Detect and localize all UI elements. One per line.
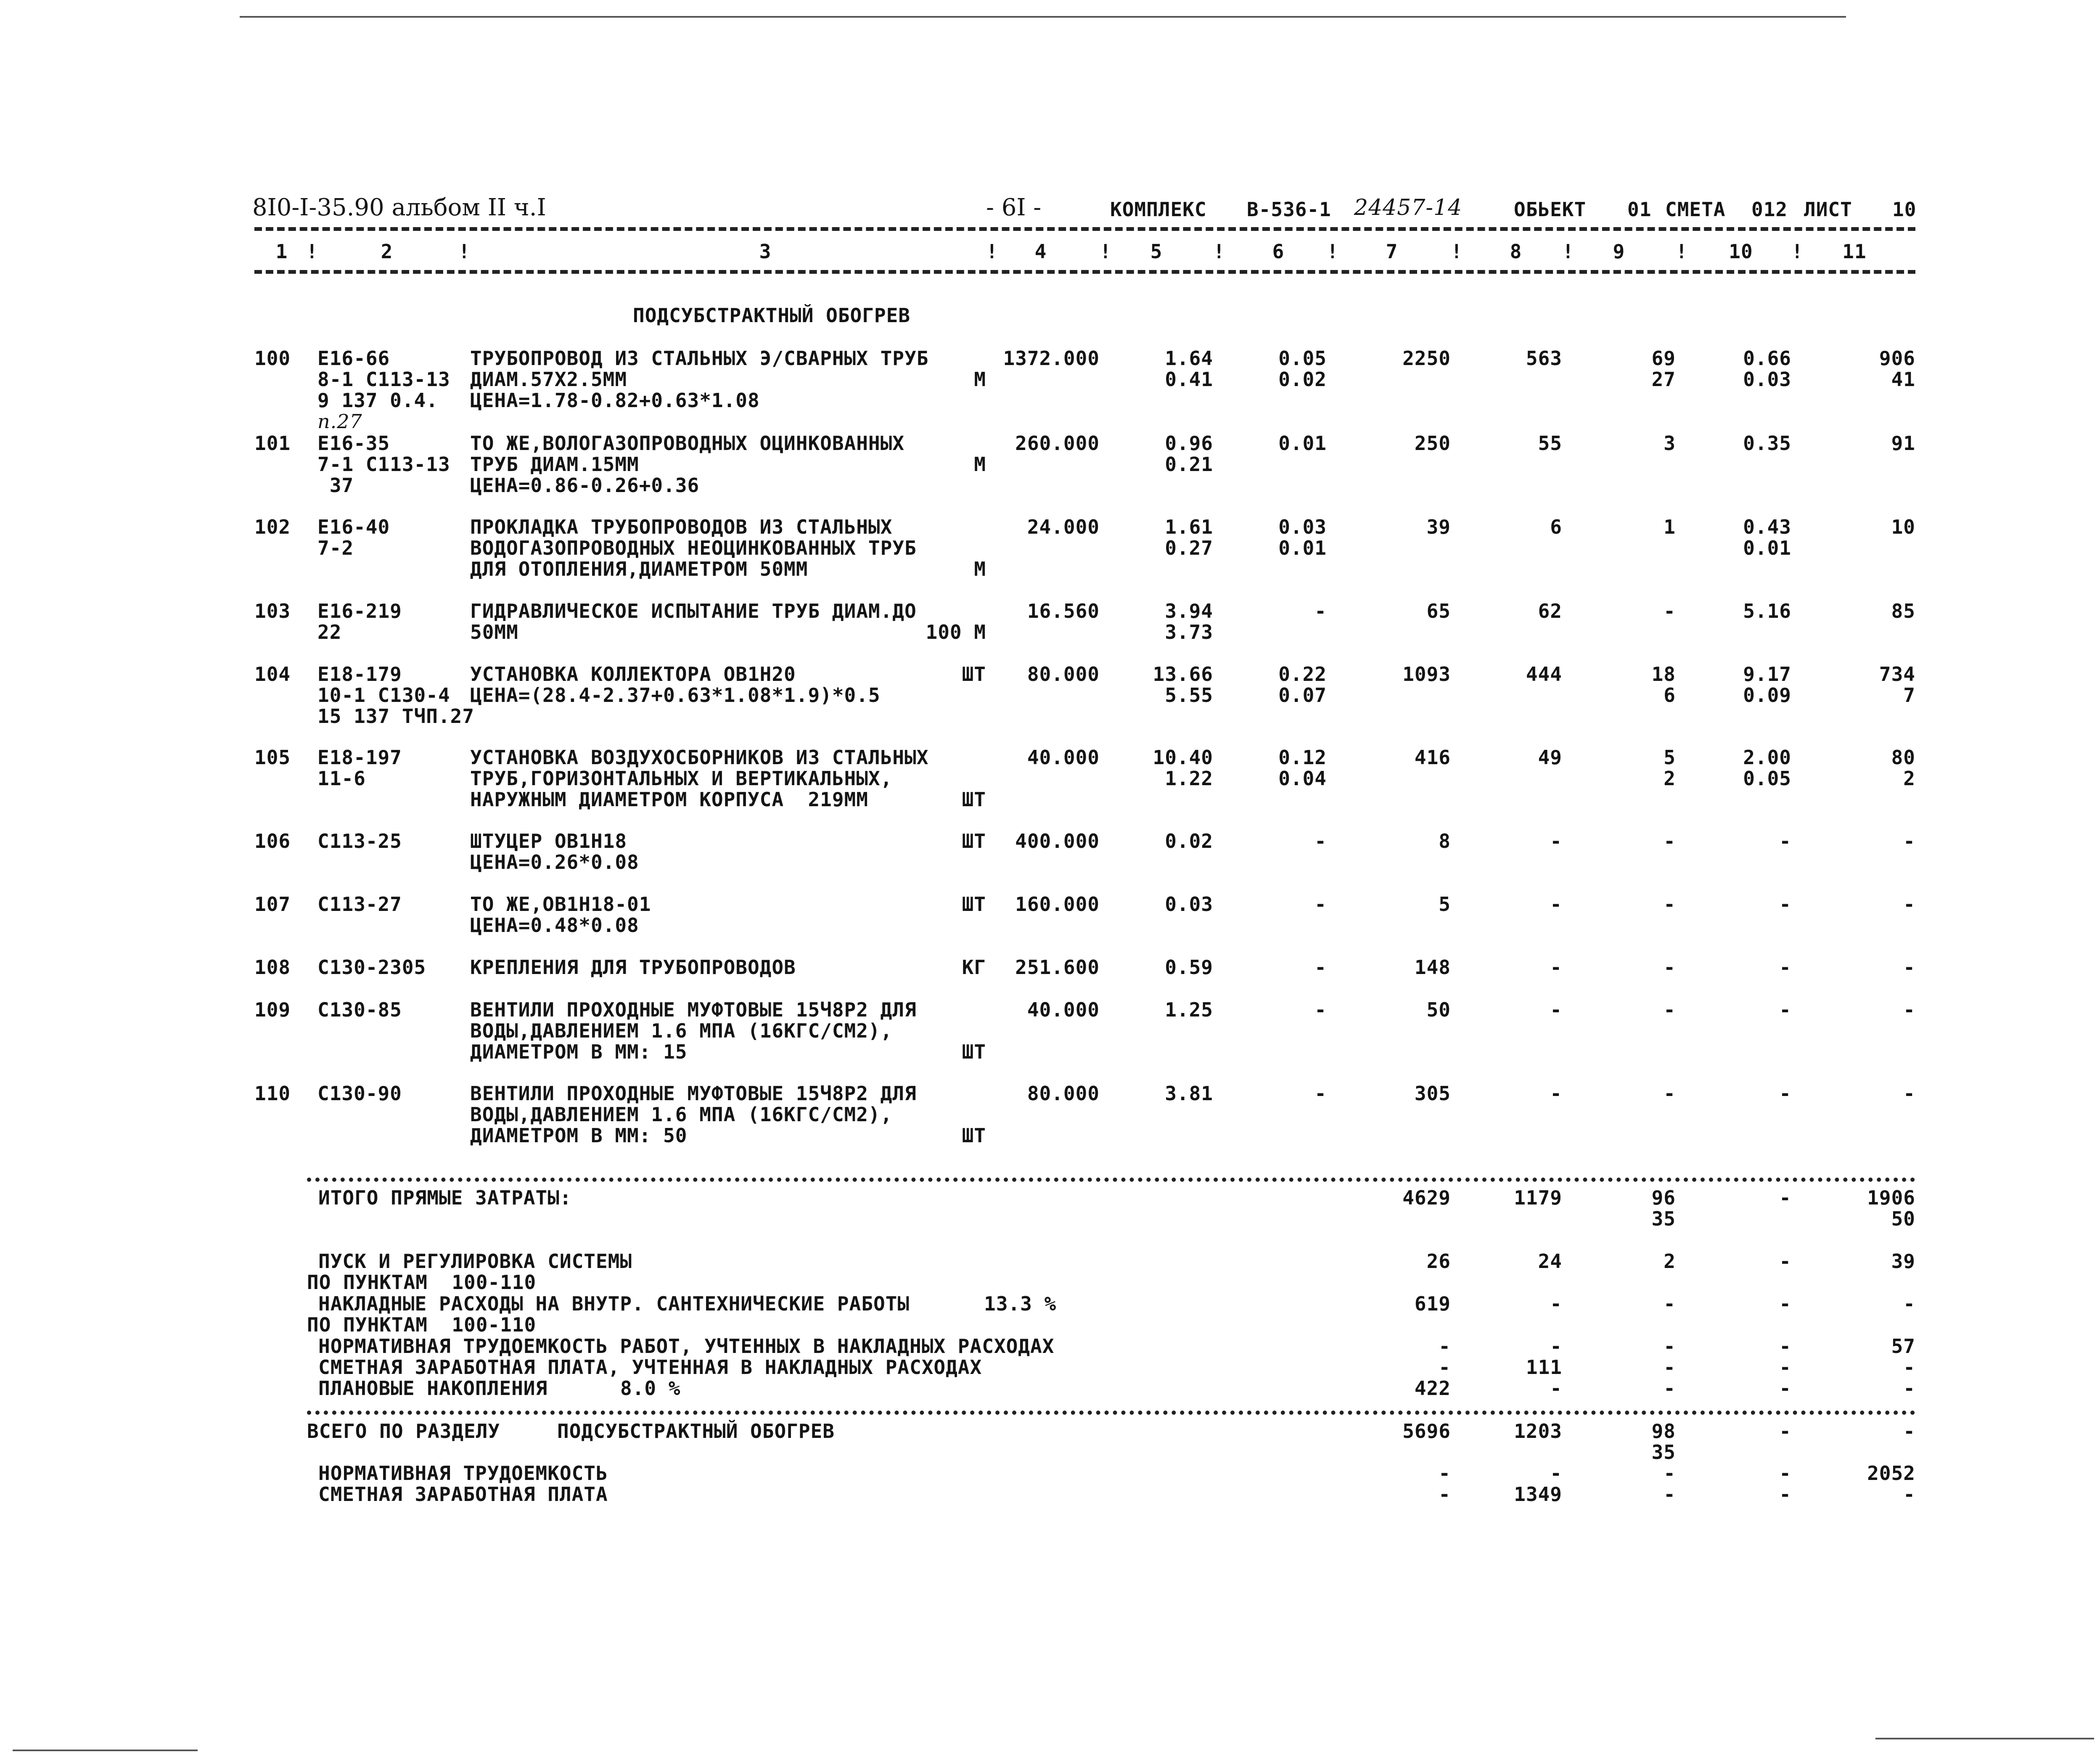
footer-col-9: - (1664, 1462, 1676, 1485)
cell-col-5: 0.03 (1165, 893, 1213, 916)
row-description: УСТАНОВКА КОЛЛЕКТОРА ОВ1Н20 (470, 663, 796, 686)
cell-col-6: 0.02 (1278, 368, 1327, 391)
summary-col-8: - (1550, 1292, 1562, 1315)
cell-col-6: 0.07 (1278, 684, 1327, 707)
cell-col-5: 0.96 (1165, 432, 1213, 455)
summary-label: ПЛАНОВЫЕ НАКОПЛЕНИЯ (318, 1377, 548, 1400)
row-unit: ШТ (962, 788, 986, 811)
cell-col-6: - (1314, 956, 1327, 979)
cell-col-9: 27 (1651, 368, 1676, 391)
row-number: 101 (254, 432, 291, 455)
column-separator: ! (1213, 240, 1225, 263)
column-number: 2 (381, 240, 393, 263)
cell-col-7: 65 (1426, 600, 1451, 622)
cell-col-6: 0.03 (1278, 516, 1327, 538)
cell-col-9: - (1664, 956, 1676, 979)
cell-col-6: - (1314, 998, 1327, 1021)
cell-col-10: 0.09 (1743, 684, 1791, 707)
total-col-11: - (1903, 1420, 1915, 1443)
cell-col-5: 3.81 (1165, 1082, 1213, 1105)
row-description: ДИАМЕТРОМ В ММ: 50 (470, 1124, 688, 1147)
row-description: ТО ЖЕ,ОВ1Н18-01 (470, 893, 651, 916)
sheet-number: 10 (1892, 198, 1917, 221)
summary-col-9: 96 (1651, 1186, 1676, 1209)
cell-col-8: - (1550, 893, 1562, 916)
row-unit: ШТ (962, 893, 986, 916)
header-rule-top (254, 227, 1915, 231)
row-number: 108 (254, 956, 291, 979)
cell-col-10: - (1779, 956, 1791, 979)
row-description: ДЛЯ ОТОПЛЕНИЯ,ДИАМЕТРОМ 50ММ (470, 558, 808, 580)
row-description: ЦЕНА=0.86-0.26+0.36 (470, 474, 700, 497)
row-description: ЦЕНА=(28.4-2.37+0.63*1.08*1.9)*0.5 (470, 684, 881, 707)
cell-col-5: 5.55 (1165, 684, 1213, 707)
summary-col-8: - (1550, 1377, 1562, 1400)
cell-col-6: 0.01 (1278, 432, 1327, 455)
cell-col-8: 55 (1538, 432, 1562, 455)
column-separator: ! (1451, 240, 1463, 263)
row-quantity: 16.560 (1027, 600, 1100, 622)
column-number: 10 (1729, 240, 1753, 263)
column-number: 8 (1510, 240, 1522, 263)
cell-col-5: 3.73 (1165, 621, 1213, 643)
cell-col-5: 0.59 (1165, 956, 1213, 979)
cell-col-9: 3 (1664, 432, 1676, 455)
cell-col-6: 0.05 (1278, 347, 1327, 370)
summary-col-11: 50 (1891, 1207, 1915, 1230)
handwritten-code: 24457-14 (1354, 195, 1463, 220)
summary-col-8: 1179 (1514, 1186, 1562, 1209)
cell-col-8: - (1550, 830, 1562, 852)
column-separator: ! (1791, 240, 1804, 263)
footer-label: НОРМАТИВНАЯ ТРУДОЕМКОСТЬ (318, 1462, 608, 1485)
row-code: Е18-179 (317, 663, 402, 686)
cell-col-10: 0.03 (1743, 368, 1791, 391)
footer-col-9: - (1664, 1483, 1676, 1506)
row-quantity: 24.000 (1027, 516, 1100, 538)
row-code: С130-2305 (317, 956, 426, 979)
footer-col-10: - (1779, 1483, 1791, 1506)
row-description: ТРУБ ДИАМ.15ММ (470, 453, 639, 476)
column-separator: ! (986, 240, 998, 263)
column-separator: ! (306, 240, 318, 263)
row-code: 7-1 С113-13 (317, 453, 450, 476)
row-quantity: 260.000 (1015, 432, 1100, 455)
column-number: 4 (1034, 240, 1047, 263)
row-unit: ШТ (962, 1040, 986, 1063)
footer-col-8: - (1550, 1462, 1562, 1485)
total-separator (307, 1411, 1915, 1415)
column-separator: ! (1562, 240, 1574, 263)
row-code: С113-25 (317, 830, 402, 852)
footer-col-11: 2052 (1867, 1462, 1915, 1485)
summary-sublabel: ПО ПУНКТАМ 100-110 (307, 1271, 537, 1294)
row-unit: КГ (962, 956, 986, 979)
total-col-9: 35 (1651, 1441, 1676, 1464)
summary-col-9: - (1664, 1377, 1676, 1400)
cell-col-5: 10.40 (1153, 746, 1213, 769)
cell-col-7: 148 (1414, 956, 1451, 979)
cell-col-11: - (1903, 893, 1915, 916)
total-col-9: 98 (1651, 1420, 1676, 1443)
summary-col-9: 2 (1664, 1250, 1676, 1273)
cell-col-5: 3.94 (1165, 600, 1213, 622)
row-description: ВОДЫ,ДАВЛЕНИЕМ 1.6 МПА (16КГС/СМ2), (470, 1103, 893, 1126)
row-description: КРЕПЛЕНИЯ ДЛЯ ТРУБОПРОВОДОВ (470, 956, 796, 979)
row-quantity: 80.000 (1027, 1082, 1100, 1105)
cell-col-10: 0.01 (1743, 537, 1791, 559)
total-col-10: - (1779, 1420, 1791, 1443)
row-code: 11-6 (317, 767, 366, 790)
row-description: ЦЕНА=1.78-0.82+0.63*1.08 (470, 389, 760, 412)
column-number: 9 (1613, 240, 1625, 263)
summary-col-11: 57 (1891, 1335, 1915, 1358)
row-description: ТО ЖЕ,ВОЛОГАЗОПРОВОДНЫХ ОЦИНКОВАННЫХ (470, 432, 905, 455)
row-description: ГИДРАВЛИЧЕСКОЕ ИСПЫТАНИЕ ТРУБ ДИАМ.ДО (470, 600, 917, 622)
cell-col-10: 0.43 (1743, 516, 1791, 538)
header-rule-bottom (254, 270, 1915, 274)
column-number: 11 (1842, 240, 1867, 263)
cell-col-9: 5 (1664, 746, 1676, 769)
summary-col-11: 1906 (1867, 1186, 1915, 1209)
column-separator: ! (1676, 240, 1688, 263)
row-unit: М (974, 558, 986, 580)
cell-col-5: 13.66 (1153, 663, 1213, 686)
cell-col-7: 2250 (1402, 347, 1451, 370)
row-code: 22 (317, 621, 342, 643)
row-quantity: 160.000 (1015, 893, 1100, 916)
summary-col-8: 24 (1538, 1250, 1562, 1273)
cell-col-7: 305 (1414, 1082, 1451, 1105)
cell-col-8: - (1550, 1082, 1562, 1105)
cell-col-5: 1.25 (1165, 998, 1213, 1021)
summary-col-10: - (1779, 1250, 1791, 1273)
cell-col-8: 49 (1538, 746, 1562, 769)
complex-label: КОМПЛЕКС (1110, 198, 1207, 221)
row-number: 107 (254, 893, 291, 916)
row-description: ВОДЫ,ДАВЛЕНИЕМ 1.6 МПА (16КГС/СМ2), (470, 1019, 893, 1042)
row-quantity: 40.000 (1027, 746, 1100, 769)
summary-col-11: 39 (1891, 1250, 1915, 1273)
cell-col-11: 10 (1891, 516, 1915, 538)
summary-label: ПУСК И РЕГУЛИРОВКА СИСТЕМЫ (318, 1250, 632, 1273)
summary-col-11: - (1903, 1356, 1915, 1379)
row-unit: ШТ (962, 830, 986, 852)
object-number: 01 (1627, 198, 1652, 221)
row-unit: ШТ (962, 1124, 986, 1147)
footer-col-7: - (1439, 1462, 1451, 1485)
cell-col-5: 0.02 (1165, 830, 1213, 852)
document-reference: 8I0-I-35.90 альбом II ч.I (252, 194, 546, 221)
row-number: 100 (254, 347, 291, 370)
total-title: ПОДСУБСТРАКТНЫЙ ОБОГРЕВ (557, 1420, 835, 1443)
summary-col-7: 422 (1414, 1377, 1451, 1400)
summary-col-10: - (1779, 1186, 1791, 1209)
row-number: 105 (254, 746, 291, 769)
cell-col-9: 1 (1664, 516, 1676, 538)
cell-col-5: 1.22 (1165, 767, 1213, 790)
total-label: ВСЕГО ПО РАЗДЕЛУ (307, 1420, 500, 1443)
summary-col-11: - (1903, 1377, 1915, 1400)
row-quantity: 40.000 (1027, 998, 1100, 1021)
summary-label: СМЕТНАЯ ЗАРАБОТНАЯ ПЛАТА, УЧТЕННАЯ В НАКЛАДНЫХ РАСХОДАХ (318, 1356, 982, 1379)
cell-col-11: 7 (1903, 684, 1915, 707)
footer-col-10: - (1779, 1462, 1791, 1485)
row-unit: М (974, 368, 986, 391)
cell-col-7: 1093 (1402, 663, 1451, 686)
summary-percent: 13.3 % (984, 1292, 1057, 1315)
summary-col-9: - (1664, 1356, 1676, 1379)
row-quantity: 1372.000 (1003, 347, 1100, 370)
row-code: 7-2 (317, 537, 354, 559)
summary-sublabel: ПО ПУНКТАМ 100-110 (307, 1313, 537, 1336)
row-code: 37 (317, 474, 354, 497)
smeta-number: 012 (1751, 198, 1788, 221)
cell-col-7: 250 (1414, 432, 1451, 455)
sheet-label: ЛИСТ (1804, 198, 1852, 221)
row-description: ТРУБОПРОВОД ИЗ СТАЛЬНЫХ Э/СВАРНЫХ ТРУБ (470, 347, 929, 370)
row-code: Е16-35 (317, 432, 390, 455)
cell-col-11: 906 (1879, 347, 1915, 370)
row-code: С130-90 (317, 1082, 402, 1105)
cell-col-6: 0.12 (1278, 746, 1327, 769)
cell-col-7: 39 (1426, 516, 1451, 538)
row-description: ПРОКЛАДКА ТРУБОПРОВОДОВ ИЗ СТАЛЬНЫХ (470, 516, 893, 538)
cell-col-7: 8 (1439, 830, 1451, 852)
row-quantity: 80.000 (1027, 663, 1100, 686)
cell-col-8: - (1550, 998, 1562, 1021)
summary-col-8: 111 (1526, 1356, 1562, 1379)
column-number: 5 (1150, 240, 1163, 263)
cell-col-9: - (1664, 600, 1676, 622)
totals-separator (307, 1178, 1915, 1182)
summary-col-10: - (1779, 1356, 1791, 1379)
row-code: С113-27 (317, 893, 402, 916)
cell-col-9: 69 (1651, 347, 1676, 370)
row-code: Е18-197 (317, 746, 402, 769)
complex-code: В-536-1 (1247, 198, 1331, 221)
summary-col-10: - (1779, 1292, 1791, 1315)
column-number: 1 (275, 240, 288, 263)
row-code: С130-85 (317, 998, 402, 1021)
cell-col-5: 1.64 (1165, 347, 1213, 370)
row-code: Е16-66 (317, 347, 390, 370)
cell-col-11: - (1903, 1082, 1915, 1105)
row-description: ЦЕНА=0.26*0.08 (470, 851, 639, 874)
summary-label: ИТОГО ПРЯМЫЕ ЗАТРАТЫ: (318, 1186, 572, 1209)
cell-col-11: - (1903, 830, 1915, 852)
smeta-label: СМЕТА (1665, 198, 1726, 221)
cell-col-8: - (1550, 956, 1562, 979)
row-description: ШТУЦЕР ОВ1Н18 (470, 830, 627, 852)
cell-col-7: 416 (1414, 746, 1451, 769)
row-code: 15 137 ТЧП.27 (317, 705, 475, 728)
summary-label: НАКЛАДНЫЕ РАСХОДЫ НА ВНУТР. САНТЕХНИЧЕСКИЕ РАБОТЫ (318, 1292, 910, 1315)
cell-col-10: 5.16 (1743, 600, 1791, 622)
summary-col-9: 35 (1651, 1207, 1676, 1230)
cell-col-9: - (1664, 998, 1676, 1021)
row-description: ВОДОГАЗОПРОВОДНЫХ НЕОЦИНКОВАННЫХ ТРУБ (470, 537, 917, 559)
row-description: ДИАМЕТРОМ В ММ: 15 (470, 1040, 688, 1063)
footer-col-8: 1349 (1514, 1483, 1562, 1506)
row-code: Е16-40 (317, 516, 390, 538)
row-number: 109 (254, 998, 291, 1021)
row-description: ВЕНТИЛИ ПРОХОДНЫЕ МУФТОВЫЕ 15Ч8Р2 ДЛЯ (470, 1082, 917, 1105)
cell-col-11: 41 (1891, 368, 1915, 391)
summary-col-11: - (1903, 1292, 1915, 1315)
summary-col-7: - (1439, 1356, 1451, 1379)
column-number: 6 (1272, 240, 1285, 263)
row-quantity: 400.000 (1015, 830, 1100, 852)
cell-col-10: 2.00 (1743, 746, 1791, 769)
cell-col-10: - (1779, 830, 1791, 852)
column-number: 3 (759, 240, 772, 263)
cell-col-8: 62 (1538, 600, 1562, 622)
total-col-8: 1203 (1514, 1420, 1562, 1443)
cell-col-6: - (1314, 600, 1327, 622)
cell-col-7: 5 (1439, 893, 1451, 916)
row-number: 110 (254, 1082, 291, 1105)
page-number: - 6I - (986, 194, 1042, 221)
cell-col-8: 6 (1550, 516, 1562, 538)
cell-col-11: 2 (1903, 767, 1915, 790)
cell-col-11: 734 (1879, 663, 1915, 686)
column-separator: ! (1327, 240, 1339, 263)
cell-col-5: 0.27 (1165, 537, 1213, 559)
cell-col-6: - (1314, 893, 1327, 916)
row-description: ДИАМ.57Х2.5ММ (470, 368, 627, 391)
row-description: ЦЕНА=0.48*0.08 (470, 914, 639, 937)
cell-col-9: - (1664, 830, 1676, 852)
column-separator: ! (458, 240, 471, 263)
cell-col-11: 91 (1891, 432, 1915, 455)
cell-col-9: 18 (1651, 663, 1676, 686)
cell-col-6: - (1314, 830, 1327, 852)
cell-col-11: 80 (1891, 746, 1915, 769)
footer-col-7: - (1439, 1483, 1451, 1506)
cell-col-10: 0.35 (1743, 432, 1791, 455)
cell-col-11: - (1903, 956, 1915, 979)
cell-col-9: 2 (1664, 767, 1676, 790)
cell-col-10: - (1779, 893, 1791, 916)
summary-col-7: 619 (1414, 1292, 1451, 1315)
cell-col-10: 9.17 (1743, 663, 1791, 686)
summary-label: НОРМАТИВНАЯ ТРУДОЕМКОСТЬ РАБОТ, УЧТЕННЫХ В НАКЛАДНЫХ РАСХОДАХ (318, 1335, 1055, 1358)
cell-col-10: 0.66 (1743, 347, 1791, 370)
summary-col-9: - (1664, 1335, 1676, 1358)
section-title: ПОДСУБСТРАКТНЫЙ ОБОГРЕВ (633, 304, 910, 327)
summary-col-7: - (1439, 1335, 1451, 1358)
row-description: ТРУБ,ГОРИЗОНТАЛЬНЫХ И ВЕРТИКАЛЬНЫХ, (470, 767, 893, 790)
row-unit: 100 М (926, 621, 986, 643)
total-col-7: 5696 (1402, 1420, 1451, 1443)
cell-col-9: - (1664, 893, 1676, 916)
cell-col-7: 50 (1426, 998, 1451, 1021)
summary-col-7: 4629 (1402, 1186, 1451, 1209)
cell-col-8: 563 (1526, 347, 1562, 370)
cell-col-5: 0.41 (1165, 368, 1213, 391)
row-description: 50ММ (470, 621, 518, 643)
row-unit: ШТ (962, 663, 986, 686)
cell-col-5: 0.21 (1165, 453, 1213, 476)
row-code: Е16-219 (317, 600, 402, 622)
row-quantity: 251.600 (1015, 956, 1100, 979)
row-code: 10-1 С130-4 (317, 684, 450, 707)
cell-col-8: 444 (1526, 663, 1562, 686)
row-number: 102 (254, 516, 291, 538)
cell-col-9: 6 (1664, 684, 1676, 707)
scan-line-top (240, 16, 1846, 18)
scan-line-bottom-right (1875, 1738, 2094, 1739)
cell-col-11: - (1903, 998, 1915, 1021)
cell-col-10: 0.05 (1743, 767, 1791, 790)
summary-percent: 8.0 % (620, 1377, 681, 1400)
summary-col-9: - (1664, 1292, 1676, 1315)
summary-col-10: - (1779, 1335, 1791, 1358)
footer-label: СМЕТНАЯ ЗАРАБОТНАЯ ПЛАТА (318, 1483, 608, 1506)
summary-col-8: - (1550, 1335, 1562, 1358)
row-unit: М (974, 453, 986, 476)
cell-col-6: 0.22 (1278, 663, 1327, 686)
row-description: НАРУЖНЫМ ДИАМЕТРОМ КОРПУСА 219ММ (470, 788, 868, 811)
cell-col-6: 0.01 (1278, 537, 1327, 559)
row-description: ВЕНТИЛИ ПРОХОДНЫЕ МУФТОВЫЕ 15Ч8Р2 ДЛЯ (470, 998, 917, 1021)
cell-col-6: - (1314, 1082, 1327, 1105)
column-number: 7 (1386, 240, 1398, 263)
cell-col-10: - (1779, 998, 1791, 1021)
cell-col-5: 1.61 (1165, 516, 1213, 538)
row-number: 103 (254, 600, 291, 622)
cell-col-6: 0.04 (1278, 767, 1327, 790)
cell-col-9: - (1664, 1082, 1676, 1105)
row-code: 9 137 0.4. (317, 389, 438, 412)
cell-col-11: 85 (1891, 600, 1915, 622)
row-description: УСТАНОВКА ВОЗДУХОСБОРНИКОВ ИЗ СТАЛЬНЫХ (470, 746, 929, 769)
column-separator: ! (1100, 240, 1112, 263)
row-number: 106 (254, 830, 291, 852)
scan-line-bottom-left (13, 1750, 198, 1751)
summary-col-10: - (1779, 1377, 1791, 1400)
row-number: 104 (254, 663, 291, 686)
footer-col-11: - (1903, 1483, 1915, 1506)
object-label: ОБЬЕКТ (1514, 198, 1587, 221)
handwritten-note: п.27 (317, 410, 362, 433)
cell-col-10: - (1779, 1082, 1791, 1105)
summary-col-7: 26 (1426, 1250, 1451, 1273)
row-code: 8-1 С113-13 (317, 368, 450, 391)
